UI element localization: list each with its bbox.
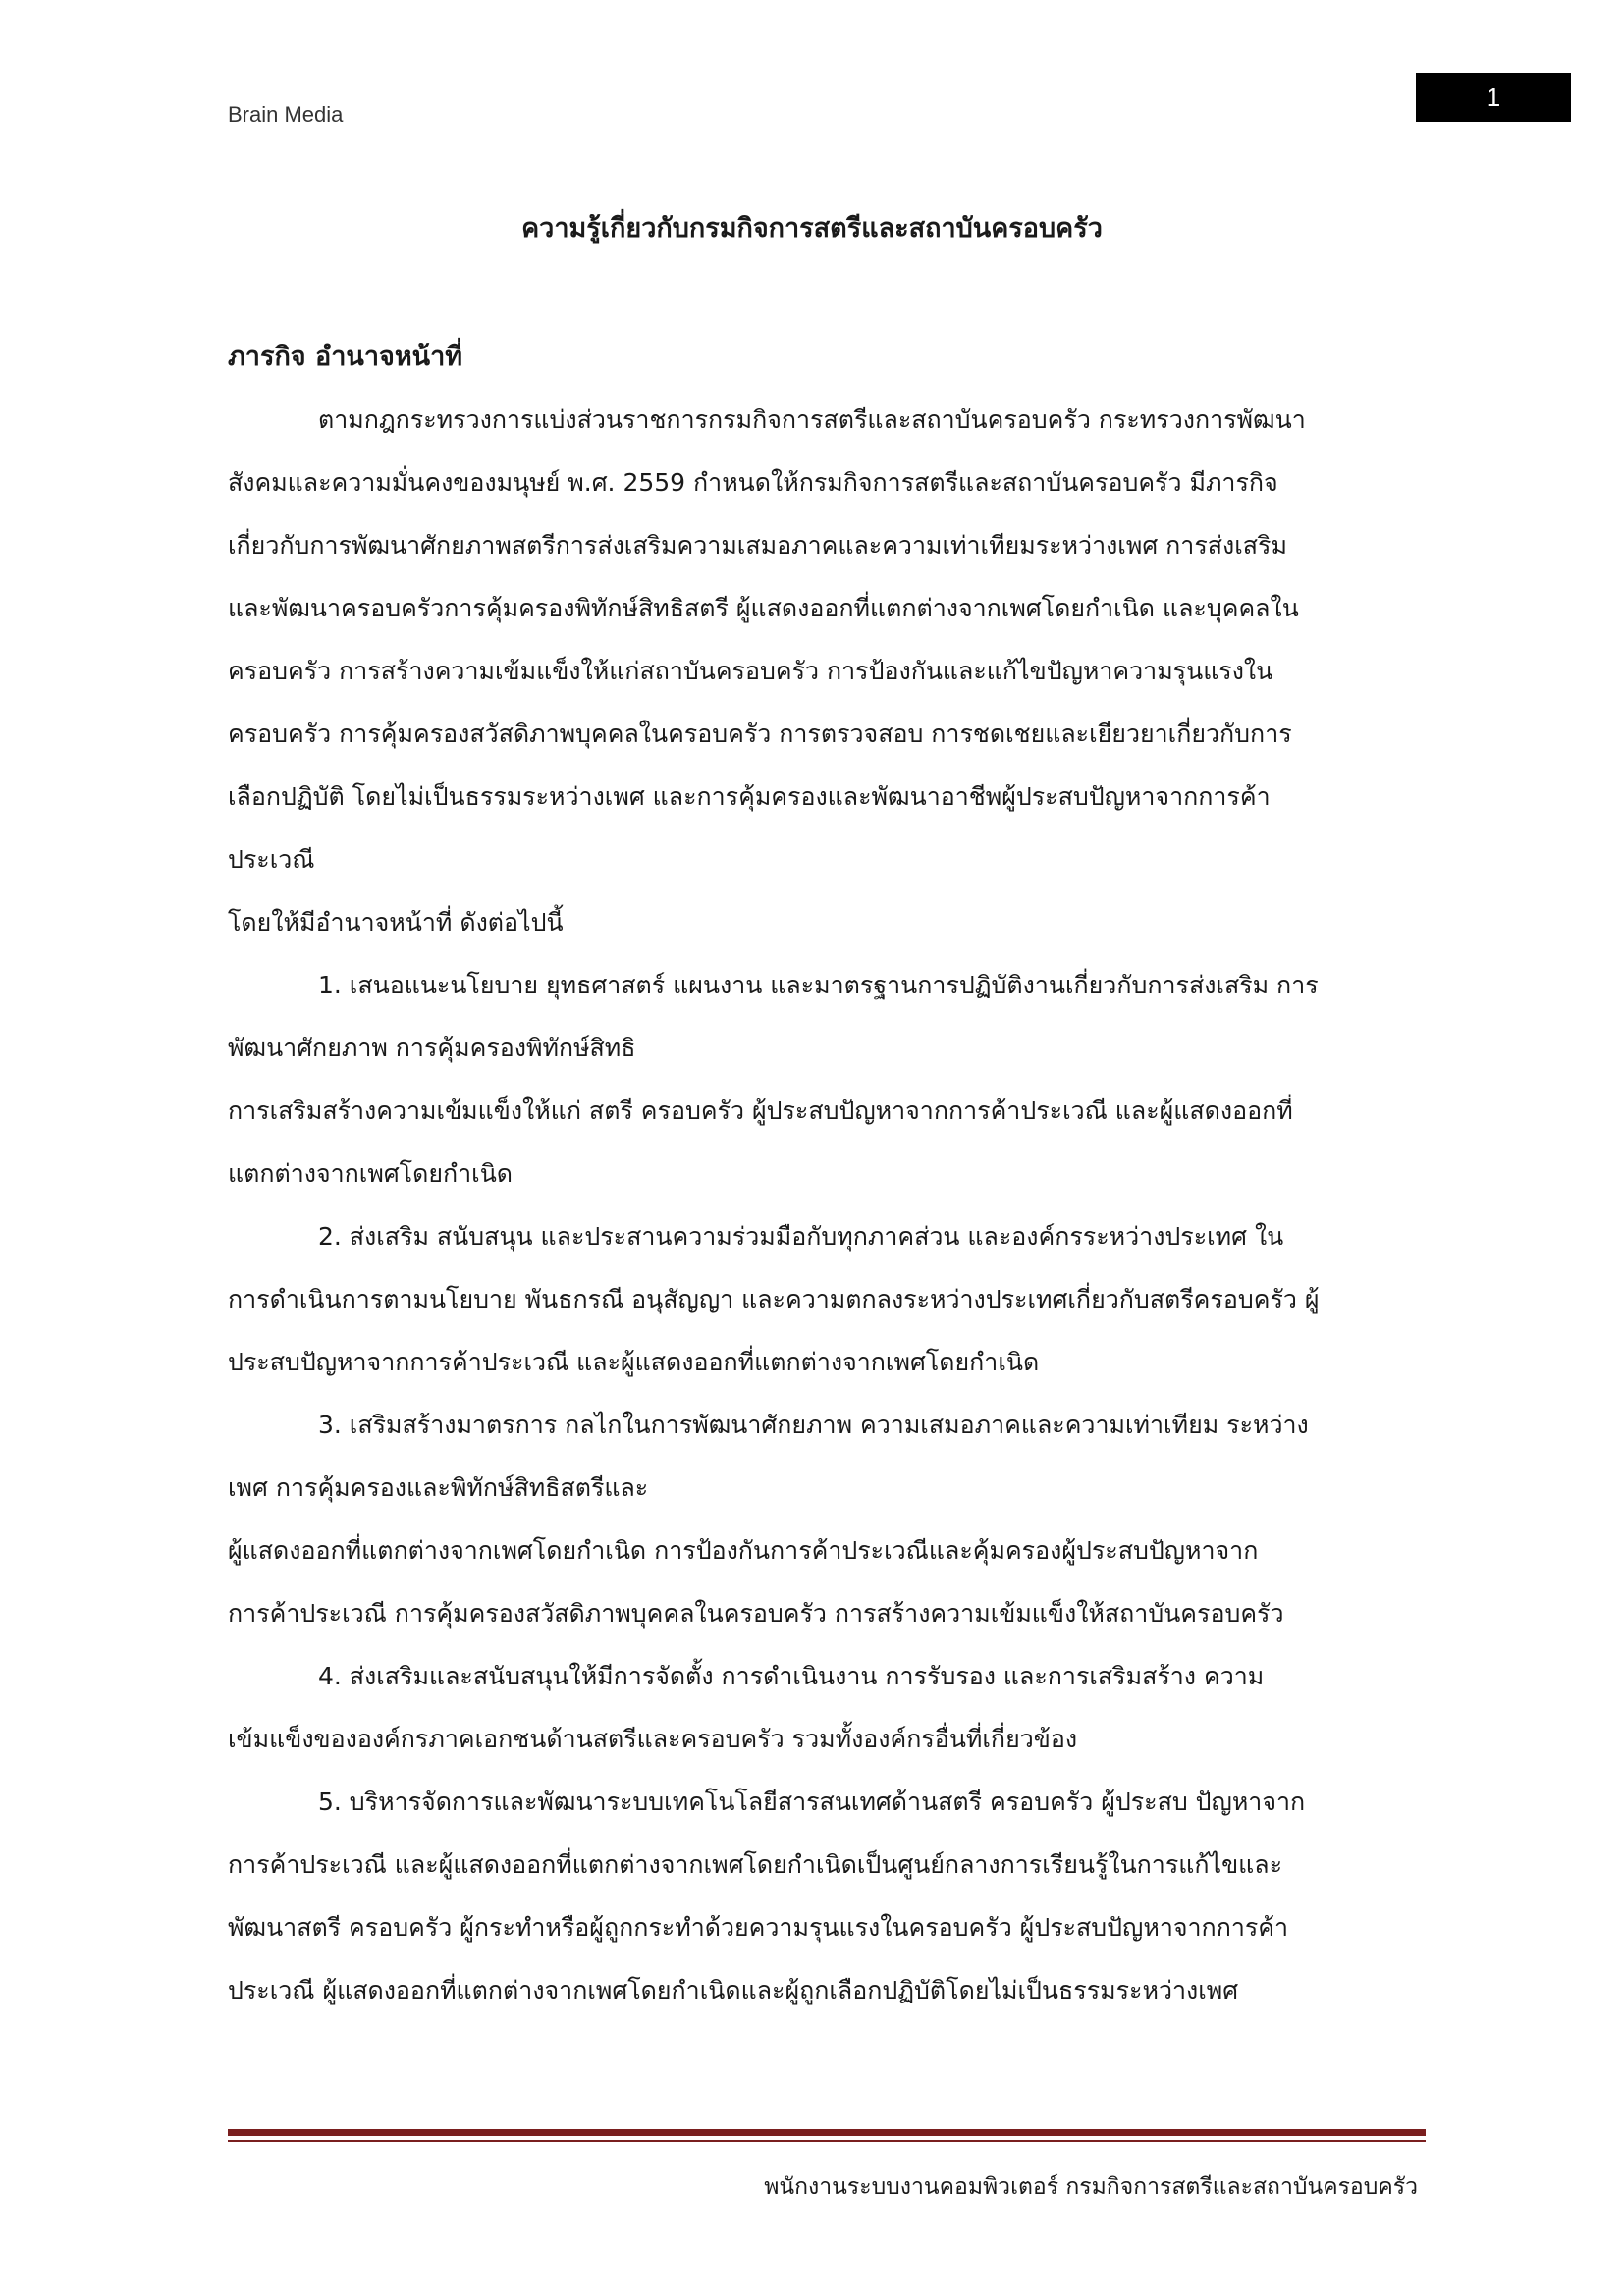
list-item-line: การค้าประเวณี การคุ้มครองสวัสดิภาพบุคคลในครอบครัว การสร้างความเข้มแข็งให้สถาบันครอบครัว xyxy=(228,1599,1284,1628)
list-item-line: แตกต่างจากเพศโดยกำเนิด xyxy=(228,1159,514,1188)
paragraph-line: โดยให้มีอำนาจหน้าที่ ดังต่อไปนี้ xyxy=(228,908,564,936)
document-body xyxy=(228,326,1435,2022)
list-item-line: ประสบปัญหาจากการค้าประเวณี และผู้แสดงออกที่แตกต่างจากเพศโดยกำเนิด xyxy=(228,1348,1040,1376)
section-heading: ภารกิจ อำนาจหน้าที่ xyxy=(228,342,463,372)
list-item-line: 1. เสนอแนะนโยบาย ยุทธศาสตร์ แผนงาน และมาตรฐานการปฏิบัติงานเกี่ยวกับการส่งเสริม การ xyxy=(318,971,1319,999)
list-item-line: พัฒนาศักยภาพ การคุ้มครองพิทักษ์สิทธิ xyxy=(228,1034,636,1062)
list-item-line: การเสริมสร้างความเข้มแข็งให้แก่ สตรี ครอบครัว ผู้ประสบปัญหาจากการค้าประเวณี และผู้แสดงออกที่ xyxy=(228,1096,1293,1125)
list-item-line: 4. ส่งเสริมและสนับสนุนให้มีการจัดตั้ง การดำเนินงาน การรับรอง และการเสริมสร้าง ความ xyxy=(318,1662,1265,1690)
footer-rule xyxy=(228,2129,1426,2136)
page-number: 1 xyxy=(1416,73,1571,122)
list-item-line: การดำเนินการตามนโยบาย พันธกรณี อนุสัญญา และความตกลงระหว่างประเทศเกี่ยวกับสตรีครอบครัว ผู้ xyxy=(228,1285,1320,1313)
paragraph-line: ครอบครัว การสร้างความเข้มแข็งให้แก่สถาบันครอบครัว การป้องกันและแก้ไขปัญหาความรุนแรงใน xyxy=(228,657,1273,685)
paragraph-line: สังคมและความมั่นคงของมนุษย์ พ.ศ. 2559 กำหนดให้กรมกิจการสตรีและสถาบันครอบครัว มีภารกิจ xyxy=(228,468,1278,497)
list-item-line: เพศ การคุ้มครองและพิทักษ์สิทธิสตรีและ xyxy=(228,1473,649,1502)
paragraph-line: ตามกฎกระทรวงการแบ่งส่วนราชการกรมกิจการสตรีและสถาบันครอบครัว กระทรวงการพัฒนา xyxy=(318,405,1306,434)
paragraph-line: เกี่ยวกับการพัฒนาศักยภาพสตรีการส่งเสริมความเสมอภาคและความเท่าเทียมระหว่างเพศ การส่งเสริม xyxy=(228,531,1287,560)
list-item-line: ประเวณี ผู้แสดงออกที่แตกต่างจากเพศโดยกำเนิดและผู้ถูกเลือกปฏิบัติโดยไม่เป็นธรรมระหว่างเพศ xyxy=(228,1976,1239,2004)
list-item-line: 5. บริหารจัดการและพัฒนาระบบเทคโนโลยีสารสนเทศด้านสตรี ครอบครัว ผู้ประสบ ปัญหาจาก xyxy=(318,1788,1306,1816)
list-item-line: 3. เสริมสร้างมาตรการ กลไกในการพัฒนาศักยภาพ ความเสมอภาคและความเท่าเทียม ระหว่าง xyxy=(318,1411,1309,1439)
list-item-line: การค้าประเวณี และผู้แสดงออกที่แตกต่างจากเพศโดยกำเนิดเป็นศูนย์กลางการเรียนรู้ในการแก้ไขและ xyxy=(228,1850,1283,1879)
header-brand: Brain Media xyxy=(228,102,344,127)
list-item-line: 2. ส่งเสริม สนับสนุน และประสานความร่วมมือกับทุกภาคส่วน และองค์กรระหว่างประเทศ ใน xyxy=(318,1222,1284,1251)
paragraph-line: ประเวณี xyxy=(228,845,315,874)
list-item-line: เข้มแข็งขององค์กรภาคเอกชนด้านสตรีและครอบครัว รวมทั้งองค์กรอื่นที่เกี่ยวข้อง xyxy=(228,1725,1078,1753)
footer-rule-thin xyxy=(228,2140,1426,2142)
paragraph-line: และพัฒนาครอบครัวการคุ้มครองพิทักษ์สิทธิสตรี ผู้แสดงออกที่แตกต่างจากเพศโดยกำเนิด และบุคคลใน xyxy=(228,594,1299,622)
footer-text: พนักงานระบบงานคอมพิวเตอร์ กรมกิจการสตรีและสถาบันครอบครัว xyxy=(764,2174,1418,2200)
paragraph-line: ครอบครัว การคุ้มครองสวัสดิภาพบุคคลในครอบครัว การตรวจสอบ การชดเชยและเยียวยาเกี่ยวกับการ xyxy=(228,720,1292,748)
list-item-line: พัฒนาสตรี ครอบครัว ผู้กระทำหรือผู้ถูกกระทำด้วยความรุนแรงในครอบครัว ผู้ประสบปัญหาจากการค้า xyxy=(228,1913,1289,1942)
list-item-line: ผู้แสดงออกที่แตกต่างจากเพศโดยกำเนิด การป้องกันการค้าประเวณีและคุ้มครองผู้ประสบปัญหาจาก xyxy=(228,1536,1259,1565)
document-title: ความรู้เกี่ยวกับกรมกิจการสตรีและสถาบันครอบครัว xyxy=(521,213,1103,243)
paragraph-line: เลือกปฏิบัติ โดยไม่เป็นธรรมระหว่างเพศ และการคุ้มครองและพัฒนาอาชีพผู้ประสบปัญหาจากการค้า xyxy=(228,782,1271,811)
